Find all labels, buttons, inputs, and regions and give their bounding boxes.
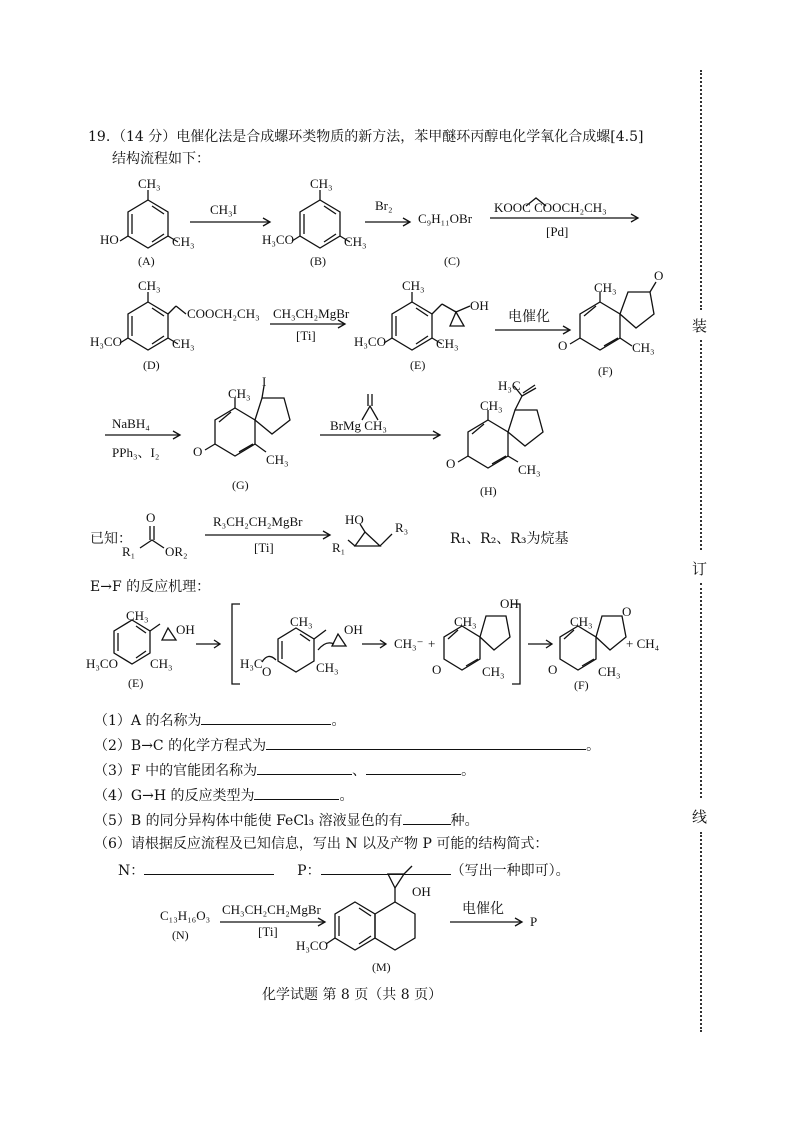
- label-g: (G): [232, 478, 249, 492]
- n-formula: C₁₃H₁₆O₃: [160, 908, 211, 923]
- mech-int-oh: OH: [344, 622, 363, 637]
- reagent-pd: [Pd]: [546, 224, 569, 239]
- d-cooet: COOCH₂CH₃: [187, 306, 260, 321]
- final-ti: [Ti]: [258, 924, 278, 939]
- f-ch3-top: CH₃: [594, 280, 617, 295]
- reagent-ch3i: CH₃I: [210, 202, 237, 217]
- q1-text: （1）A 的名称为: [94, 713, 202, 729]
- q4: [94, 785, 353, 805]
- q6-p-label: P：: [297, 863, 321, 879]
- d-h3co: H₃CO: [90, 334, 122, 349]
- mech-cation-oh: OH: [500, 596, 519, 611]
- e-ch3-right: CH₃: [436, 336, 459, 351]
- label-h: (H): [480, 484, 497, 498]
- q6-n-blank[interactable]: [144, 860, 274, 875]
- q1-answer-blank[interactable]: [201, 710, 331, 725]
- label-a: (A): [138, 254, 155, 268]
- label-n: (N): [172, 928, 189, 942]
- mech-e-ch3: CH₃: [126, 608, 149, 623]
- mech-plus: +: [428, 636, 436, 651]
- reaction-arrow-5: [495, 326, 570, 334]
- mech-e-ch3-right: CH₃: [150, 656, 173, 671]
- reaction-arrow-6: [105, 431, 180, 439]
- reagent-brmg: BrMg CH₃: [330, 418, 387, 433]
- q6-n-label: N：: [118, 863, 145, 879]
- f-ch3-right: CH₃: [632, 340, 655, 355]
- page-footer: 化学试题 第 8 页（共 8 页）: [262, 987, 443, 1003]
- q6-p-blank[interactable]: [321, 860, 451, 875]
- known-arrow: [205, 531, 330, 539]
- mech-e-oh: OH: [176, 622, 195, 637]
- q2-end: 。: [586, 738, 601, 754]
- known-r1: R₁: [122, 544, 136, 559]
- question-intro-line2: 结构流程如下：: [112, 151, 210, 167]
- reaction-arrow-1: [190, 218, 270, 226]
- mech-e-h3co: H₃CO: [86, 656, 118, 671]
- q1: [94, 710, 345, 730]
- mech-cation-o: O: [432, 662, 442, 677]
- known-r1-product: R₁: [332, 540, 346, 555]
- known-label: 已知：: [90, 531, 132, 547]
- final-reagent: CH₃CH₂CH₂MgBr: [222, 902, 321, 917]
- reagent-nabh4: NaBH₄: [112, 416, 150, 431]
- reagent-ti: [Ti]: [296, 328, 316, 343]
- q5-end: 种。: [450, 813, 479, 829]
- g-ch3-right: CH₃: [266, 452, 289, 467]
- isopropenyl-grignard-drawing: [362, 394, 378, 420]
- m-h3co: H₃CO: [296, 938, 328, 953]
- label-d: (D): [143, 358, 160, 372]
- q5-answer-blank[interactable]: [403, 810, 451, 825]
- mech-arrow-1: [196, 640, 220, 648]
- label-e: (E): [410, 358, 426, 372]
- mech-f-o: O: [548, 662, 558, 677]
- q1-end: 。: [331, 713, 346, 729]
- g-o: O: [193, 444, 203, 459]
- reagent-malonate: KOOC COOCH₂CH₃: [494, 200, 607, 215]
- q4-text: （4）G→H 的反应类型为: [94, 788, 255, 804]
- mech-f-ch3-right: CH₃: [598, 664, 621, 679]
- mech-ch4: + CH₄: [626, 636, 660, 651]
- b-h3co: H₃CO: [262, 232, 294, 247]
- f-o-left: O: [558, 338, 568, 353]
- mech-cation-ch3-right: CH₃: [482, 664, 505, 679]
- g-iodo: I: [262, 374, 267, 389]
- f-o-top: O: [654, 268, 664, 283]
- q6: （6）请根据反应流程及已知信息，写出 N 以及产物 P 可能的结构简式：: [94, 836, 549, 852]
- mech-ch3-anion: CH₃⁻: [394, 636, 424, 651]
- d-ch3-right: CH₃: [172, 336, 195, 351]
- known-o: O: [146, 510, 156, 525]
- h-o: O: [446, 456, 456, 471]
- margin-label-zhuang: 装: [692, 317, 708, 335]
- compound-b-structure: [292, 190, 350, 248]
- final-arrow-2: [450, 918, 522, 926]
- reagent-electro: 电催化: [508, 309, 550, 325]
- known-or2: OR₂: [165, 544, 188, 559]
- q6-answers: [118, 860, 570, 880]
- known-r3: R₃: [395, 520, 409, 535]
- reagent-pph3-i2: PPh₃、I₂: [112, 445, 160, 460]
- q5-text: （5）B 的同分异构体中能使 FeCl₃ 溶液显色的有: [94, 813, 403, 829]
- mech-bracket-left: [232, 604, 240, 684]
- question-number: 19.: [88, 129, 111, 145]
- label-m: (M): [372, 960, 391, 974]
- q4-end: 。: [339, 788, 354, 804]
- mech-f-ch3: CH₃: [570, 614, 593, 629]
- q2-text: （2）B→C 的化学方程式为: [94, 738, 267, 754]
- d-ch3-top: CH₃: [138, 278, 161, 293]
- compound-a-structure: [120, 190, 178, 248]
- q6-note: （写出一种即可）。: [450, 863, 570, 879]
- q3-answer-blank-2[interactable]: [366, 760, 461, 775]
- known-ester-drawing: [140, 526, 164, 548]
- mech-int-ch3: CH₃: [290, 614, 313, 629]
- known-reagent: R₃CH₂CH₂MgBr: [213, 514, 303, 529]
- h-ch3-right: CH₃: [518, 462, 541, 477]
- h-ch3-top: CH₃: [480, 398, 503, 413]
- question-intro-line1: （14 分）电催化法是合成螺环类物质的新方法，苯甲醚环丙醇电化学氧化合成螺[4.5]: [112, 129, 644, 145]
- a-ch3-right: CH₃: [172, 234, 195, 249]
- mech-arrow-3: [528, 640, 552, 648]
- m-oh: OH: [412, 884, 431, 899]
- mech-int-h3c: H₃C: [240, 656, 263, 671]
- margin-label-xian: 线: [692, 808, 708, 826]
- h-h3c: H₃C: [498, 378, 521, 393]
- b-ch3-top: CH₃: [310, 176, 333, 191]
- reagent-ethylmgbr: CH₃CH₂MgBr: [273, 306, 350, 321]
- mechanism-title: E→F 的反应机理：: [90, 579, 211, 595]
- margin-label-ding: 订: [692, 560, 708, 578]
- e-oh: OH: [470, 298, 489, 313]
- label-c: (C): [444, 254, 460, 268]
- reagent-br2: Br₂: [375, 198, 393, 213]
- q2-answer-blank[interactable]: [266, 735, 586, 750]
- final-electro: 电催化: [462, 901, 504, 917]
- mech-label-f: (F): [574, 678, 589, 692]
- q3-sep: 、: [352, 763, 367, 779]
- b-ch3-right: CH₃: [344, 234, 367, 249]
- mech-int-ch3-right: CH₃: [316, 660, 339, 675]
- q3: [94, 760, 475, 780]
- q3-end: 。: [461, 763, 476, 779]
- a-ch3-top: CH₃: [138, 176, 161, 191]
- q3-text: （3）F 中的官能团名称为: [94, 763, 258, 779]
- product-p: P: [530, 914, 538, 929]
- compound-c-formula: C₉H₁₁OBr: [418, 211, 473, 226]
- reaction-arrow-2: [365, 218, 410, 226]
- q4-answer-blank[interactable]: [254, 785, 339, 800]
- e-ch3-top: CH₃: [402, 278, 425, 293]
- known-ho: HO: [345, 512, 364, 527]
- g-ch3-top: CH₃: [228, 386, 251, 401]
- label-f: (F): [598, 364, 613, 378]
- known-ti: [Ti]: [254, 540, 274, 555]
- q2: [94, 735, 600, 755]
- mech-f-o-top: O: [622, 604, 632, 619]
- label-b: (B): [310, 254, 326, 268]
- mech-arrow-2: [362, 640, 386, 648]
- a-ho: HO: [100, 232, 119, 247]
- e-h3co: H₃CO: [354, 334, 386, 349]
- known-note: R₁、R₂、R₃为烷基: [450, 531, 569, 547]
- mech-bracket-right: [512, 604, 520, 684]
- mech-label-e: (E): [128, 676, 144, 690]
- q5: [94, 810, 479, 830]
- mech-int-o: O: [262, 664, 272, 679]
- q3-answer-blank-1[interactable]: [257, 760, 352, 775]
- mech-cation-ch3: CH₃: [454, 614, 477, 629]
